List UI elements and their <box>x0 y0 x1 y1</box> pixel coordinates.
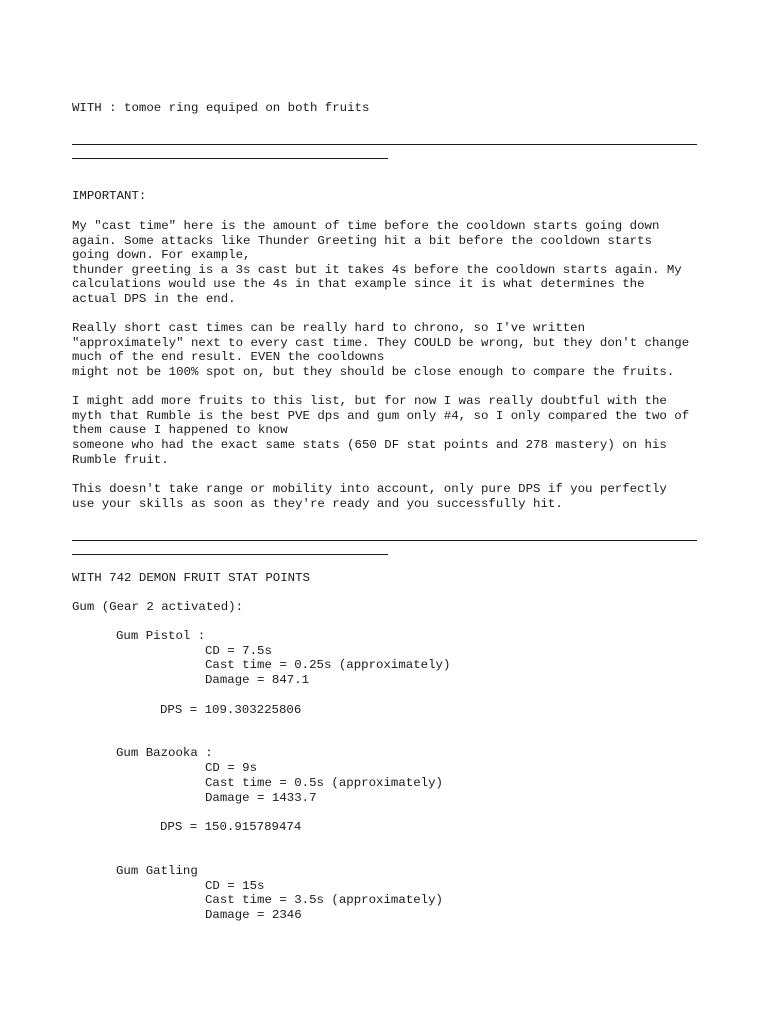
skill-damage: Damage = 1433.7 <box>205 791 317 805</box>
skill-cast-time: Cast time = 0.25s (approximately) <box>205 658 451 672</box>
skill-damage: Damage = 847.1 <box>205 673 310 687</box>
skill-damage: Damage = 2346 <box>205 908 302 922</box>
important-para4-line: use your skills as soon as they're ready and you successfully hit. <box>72 497 563 511</box>
separator-rule-long <box>72 144 697 145</box>
skill-cast-time: Cast time = 0.5s (approximately) <box>205 776 443 790</box>
important-para3-line: them cause I happened to know <box>72 423 288 437</box>
important-para2-line: might not be 100% spot on, but they should be close enough to compare the fruits. <box>72 365 675 379</box>
separator-rule-short <box>72 554 388 555</box>
skill-dps: DPS = 109.303225806 <box>160 703 302 717</box>
important-para3-line: myth that Rumble is the best PVE dps and gum only #4, so I only compared the two of <box>72 409 690 423</box>
skill-name: Gum Pistol : <box>116 629 206 643</box>
important-para1-line: calculations would use the 4s in that example since it is what determines the <box>72 277 645 291</box>
important-para1-line: My "cast time" here is the amount of time before the cooldown starts going down <box>72 219 660 233</box>
important-para4-line: This doesn't take range or mobility into account, only pure DPS if you perfectly <box>72 482 667 496</box>
separator-rule-short <box>72 158 388 159</box>
important-para3-line: Rumble fruit. <box>72 453 169 467</box>
skill-name: Gum Bazooka : <box>116 746 213 760</box>
separator-rule-long <box>72 540 697 541</box>
important-para1-line: actual DPS in the end. <box>72 292 236 306</box>
skill-dps: DPS = 150.915789474 <box>160 820 302 834</box>
important-para1-line: thunder greeting is a 3s cast but it takes 4s before the cooldown starts again. My <box>72 263 682 277</box>
important-para2-line: Really short cast times can be really hard to chrono, so I've written <box>72 321 586 335</box>
important-para2-line: "approximately" next to every cast time. They COULD be wrong, but they don't change <box>72 336 690 350</box>
important-heading: IMPORTANT: <box>72 189 147 203</box>
skill-cooldown: CD = 7.5s <box>205 644 272 658</box>
important-para1-line: again. Some attacks like Thunder Greeting hit a bit before the cooldown starts <box>72 234 652 248</box>
important-para1-line: going down. For example, <box>72 248 251 262</box>
fruit-heading: Gum (Gear 2 activated): <box>72 600 244 614</box>
stat-points-heading: WITH 742 DEMON FRUIT STAT POINTS <box>72 571 310 585</box>
skill-cooldown: CD = 15s <box>205 879 265 893</box>
tomoe-ring-line: WITH : tomoe ring equiped on both fruits <box>72 101 370 115</box>
skill-name: Gum Gatling <box>116 864 198 878</box>
skill-cast-time: Cast time = 3.5s (approximately) <box>205 893 443 907</box>
important-para2-line: much of the end result. EVEN the cooldowns <box>72 350 385 364</box>
important-para3-line: I might add more fruits to this list, but for now I was really doubtful with the <box>72 394 667 408</box>
skill-cooldown: CD = 9s <box>205 761 258 775</box>
important-para3-line: someone who had the exact same stats (650 DF stat points and 278 mastery) on his <box>72 438 667 452</box>
